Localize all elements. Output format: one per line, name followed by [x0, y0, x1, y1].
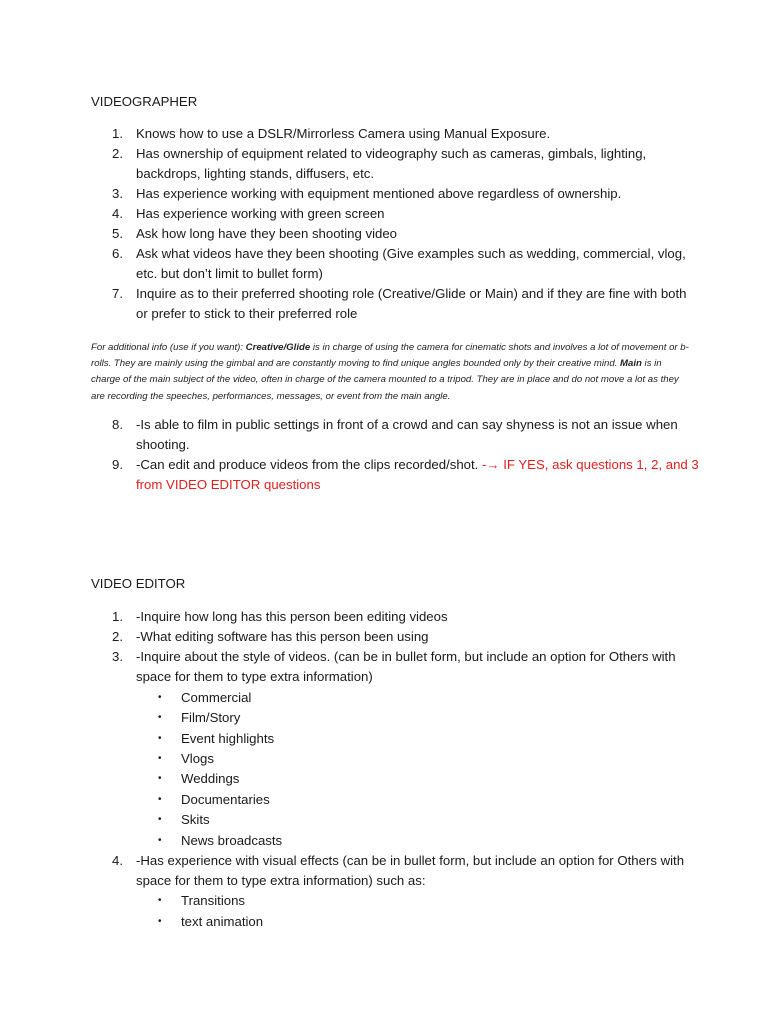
list-number: 8. [112, 417, 123, 432]
list-number: 1. [112, 609, 123, 624]
bullet-item: Skits [181, 812, 210, 827]
list-number: 6. [112, 246, 123, 261]
list-item-text: Has experience working with green screen [136, 206, 385, 221]
note-term-main: Main [620, 358, 642, 370]
list-item-text: -Is able to film in public settings in front of a crowd and can say shyness is not an issue when [136, 417, 678, 432]
item-text: -Can edit and produce videos from the clips recorded/shot. [136, 457, 482, 472]
list-item-text: Has experience working with equipment mentioned above regardless of ownership. [136, 186, 622, 201]
list-item-text: Knows how to use a DSLR/Mirrorless Camera using Manual Exposure. [136, 126, 551, 141]
highlight-instruction: from VIDEO EDITOR questions [136, 477, 321, 492]
bullet-item: Vlogs [181, 751, 214, 766]
list-item-text [136, 455, 699, 475]
list-number: 3. [112, 186, 123, 201]
list-number: 4. [112, 853, 123, 868]
section-heading-videographer: VIDEOGRAPHER [91, 94, 198, 109]
bullet-dot: • [158, 794, 162, 805]
section-heading-video-editor: VIDEO EDITOR [91, 576, 186, 591]
note-term-creative-glide: Creative/Glide [245, 342, 311, 353]
list-item-text: Inquire as to their preferred shooting role (Creative/Glide or Main) and if they are fine with both [136, 286, 687, 301]
list-item-text: etc. but don’t limit to bullet form) [136, 266, 323, 281]
list-item-text: backdrops, lighting stands, diffusers, etc. [136, 166, 374, 181]
list-number: 4. [112, 206, 123, 221]
list-item-text: or prefer to stick to their preferred role [136, 306, 358, 321]
bullet-dot: • [158, 733, 162, 744]
bullet-dot: • [158, 814, 162, 825]
bullet-item: Transitions [181, 893, 246, 908]
list-number: 5. [112, 226, 123, 241]
list-number: 7. [112, 286, 123, 301]
list-item-text: -What editing software has this person been using [136, 629, 429, 644]
bullet-item: Weddings [181, 771, 240, 786]
bullet-item: Documentaries [181, 792, 270, 807]
bullet-dot: • [158, 773, 162, 784]
list-item-text: -Inquire about the style of videos. (can be in bullet form, but include an option for Others with [136, 649, 676, 664]
bullet-dot: • [158, 835, 162, 846]
bullet-dot: • [158, 895, 162, 906]
bullet-dot: • [158, 692, 162, 703]
bullet-item: Event highlights [181, 731, 275, 746]
list-item-text: Ask how long have they been shooting video [136, 226, 398, 241]
list-number: 3. [112, 649, 123, 664]
note-text: is in charge of using the camera for cinematic shots and involves a lot of movement or b-rolls. They are mainly using the gimbal and are constantly moving to find unique angles bounded only by their creative mind. [91, 342, 689, 370]
list-item-text: -Has experience with visual effects (can be in bullet form, but include an option for Others with [136, 853, 685, 868]
bullet-item: Film/Story [181, 710, 241, 725]
note-text: is in charge of the main subject of the video, often in charge of the camera mounted to a tripod. They are in place and do not move a lot as they are recording the speeches, performances, messages, or event from the main angle. [91, 358, 679, 402]
bullet-item: Commercial [181, 690, 252, 705]
list-number: 1. [112, 126, 123, 141]
list-number: 2. [112, 629, 123, 644]
additional-info-note [91, 340, 691, 405]
bullet-item: News broadcasts [181, 833, 283, 848]
list-number: 2. [112, 146, 123, 161]
note-intro: For additional info (use if you want): [91, 342, 246, 353]
list-item-text: space for them to type extra information) such as: [136, 873, 426, 888]
list-item-text: shooting. [136, 437, 190, 452]
list-item-text: Has ownership of equipment related to videography such as cameras, gimbals, lighting, [136, 146, 647, 161]
list-item-text: -Inquire how long has this person been editing videos [136, 609, 448, 624]
highlight-instruction: -→ IF YES, ask questions 1, 2, and 3 [482, 457, 699, 472]
list-item-text: Ask what videos have they been shooting (Give examples such as wedding, commercial, vlog, [136, 246, 686, 261]
bullet-dot: • [158, 712, 162, 723]
list-number: 9. [112, 457, 123, 472]
bullet-item: text animation [181, 914, 264, 929]
bullet-dot: • [158, 916, 162, 927]
bullet-dot: • [158, 753, 162, 764]
list-item-text: space for them to type extra information) [136, 669, 373, 684]
